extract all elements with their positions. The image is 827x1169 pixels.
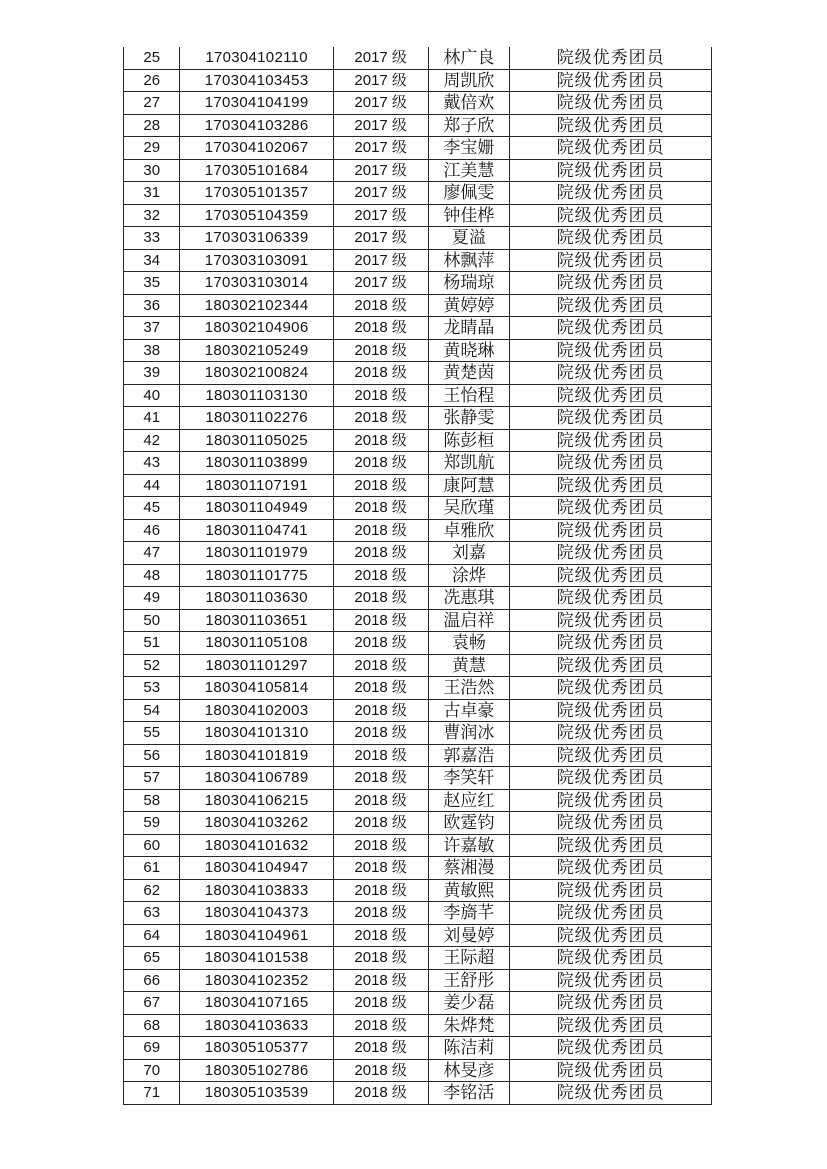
cell-grade: 2018 级	[333, 407, 428, 430]
cell-no: 33	[124, 227, 180, 250]
cell-no: 52	[124, 654, 180, 677]
cell-student_id: 180301103130	[180, 384, 333, 407]
cell-name: 康阿慧	[428, 474, 510, 497]
cell-student_id: 180304101310	[180, 722, 333, 745]
cell-name: 李旖芊	[428, 902, 510, 925]
cell-no: 57	[124, 767, 180, 790]
cell-name: 陈洁莉	[428, 1037, 510, 1060]
cell-no: 35	[124, 272, 180, 295]
table-row	[124, 722, 712, 745]
cell-name: 李宝姗	[428, 137, 510, 160]
cell-no: 44	[124, 474, 180, 497]
cell-student_id: 180305105377	[180, 1037, 333, 1060]
cell-award: 院级优秀团员	[510, 789, 712, 812]
cell-student_id: 170303103014	[180, 272, 333, 295]
cell-award: 院级优秀团员	[510, 564, 712, 587]
cell-student_id: 180304107165	[180, 992, 333, 1015]
cell-grade: 2018 级	[333, 632, 428, 655]
cell-student_id: 180301103630	[180, 587, 333, 610]
cell-student_id: 170304104199	[180, 92, 333, 115]
cell-award: 院级优秀团员	[510, 699, 712, 722]
cell-no: 45	[124, 497, 180, 520]
cell-name: 温启祥	[428, 609, 510, 632]
cell-no: 66	[124, 969, 180, 992]
cell-grade: 2018 级	[333, 834, 428, 857]
table-row	[124, 92, 712, 115]
cell-no: 40	[124, 384, 180, 407]
cell-no: 42	[124, 429, 180, 452]
cell-award: 院级优秀团员	[510, 947, 712, 970]
cell-name: 廖佩雯	[428, 182, 510, 205]
table-row	[124, 362, 712, 385]
cell-grade: 2018 级	[333, 587, 428, 610]
cell-award: 院级优秀团员	[510, 272, 712, 295]
cell-award: 院级优秀团员	[510, 317, 712, 340]
cell-name: 夏溢	[428, 227, 510, 250]
cell-name: 李笑轩	[428, 767, 510, 790]
cell-award: 院级优秀团员	[510, 1014, 712, 1037]
cell-name: 黄婷婷	[428, 294, 510, 317]
cell-grade: 2017 级	[333, 204, 428, 227]
cell-name: 王舒彤	[428, 969, 510, 992]
table-row	[124, 992, 712, 1015]
cell-student_id: 180304105814	[180, 677, 333, 700]
cell-no: 68	[124, 1014, 180, 1037]
cell-student_id: 180305102786	[180, 1059, 333, 1082]
cell-grade: 2018 级	[333, 744, 428, 767]
cell-grade: 2018 级	[333, 677, 428, 700]
cell-student_id: 180304104947	[180, 857, 333, 880]
cell-name: 冼惠琪	[428, 587, 510, 610]
cell-student_id: 180304102352	[180, 969, 333, 992]
cell-grade: 2018 级	[333, 564, 428, 587]
cell-grade: 2018 级	[333, 699, 428, 722]
cell-award: 院级优秀团员	[510, 384, 712, 407]
table-row	[124, 632, 712, 655]
cell-name: 蔡湘漫	[428, 857, 510, 880]
cell-grade: 2018 级	[333, 902, 428, 925]
cell-name: 林广良	[428, 47, 510, 69]
cell-student_id: 180301101297	[180, 654, 333, 677]
cell-no: 41	[124, 407, 180, 430]
cell-award: 院级优秀团员	[510, 339, 712, 362]
cell-student_id: 170304103286	[180, 114, 333, 137]
table-row	[124, 69, 712, 92]
table-row	[124, 452, 712, 475]
cell-grade: 2018 级	[333, 519, 428, 542]
cell-no: 34	[124, 249, 180, 272]
cell-student_id: 180301107191	[180, 474, 333, 497]
cell-name: 欧霆钧	[428, 812, 510, 835]
table-row	[124, 1037, 712, 1060]
cell-grade: 2018 级	[333, 362, 428, 385]
cell-award: 院级优秀团员	[510, 767, 712, 790]
cell-award: 院级优秀团员	[510, 69, 712, 92]
table-row	[124, 947, 712, 970]
cell-name: 黄楚茵	[428, 362, 510, 385]
cell-award: 院级优秀团员	[510, 227, 712, 250]
cell-student_id: 180301103899	[180, 452, 333, 475]
cell-no: 70	[124, 1059, 180, 1082]
cell-award: 院级优秀团员	[510, 159, 712, 182]
cell-name: 郑子欣	[428, 114, 510, 137]
cell-student_id: 170304103453	[180, 69, 333, 92]
cell-student_id: 170303103091	[180, 249, 333, 272]
table-row	[124, 114, 712, 137]
table-row	[124, 879, 712, 902]
cell-name: 朱烨梵	[428, 1014, 510, 1037]
cell-name: 黄敏熙	[428, 879, 510, 902]
cell-award: 院级优秀团员	[510, 249, 712, 272]
cell-name: 吴欣瑾	[428, 497, 510, 520]
cell-no: 58	[124, 789, 180, 812]
cell-no: 50	[124, 609, 180, 632]
cell-no: 64	[124, 924, 180, 947]
cell-name: 郭嘉浩	[428, 744, 510, 767]
cell-name: 李铭活	[428, 1082, 510, 1105]
cell-name: 赵应红	[428, 789, 510, 812]
table-row	[124, 564, 712, 587]
table-row	[124, 767, 712, 790]
cell-name: 江美慧	[428, 159, 510, 182]
cell-award: 院级优秀团员	[510, 542, 712, 565]
table-row	[124, 182, 712, 205]
cell-no: 37	[124, 317, 180, 340]
cell-name: 杨瑞琼	[428, 272, 510, 295]
cell-student_id: 180302100824	[180, 362, 333, 385]
cell-name: 郑凯航	[428, 452, 510, 475]
cell-award: 院级优秀团员	[510, 362, 712, 385]
cell-grade: 2018 级	[333, 384, 428, 407]
cell-no: 71	[124, 1082, 180, 1105]
cell-grade: 2017 级	[333, 92, 428, 115]
cell-no: 43	[124, 452, 180, 475]
cell-award: 院级优秀团员	[510, 92, 712, 115]
cell-grade: 2017 级	[333, 159, 428, 182]
cell-name: 古卓豪	[428, 699, 510, 722]
cell-grade: 2018 级	[333, 474, 428, 497]
cell-student_id: 180304104961	[180, 924, 333, 947]
table-row	[124, 47, 712, 69]
cell-name: 许嘉敏	[428, 834, 510, 857]
cell-student_id: 180304103262	[180, 812, 333, 835]
cell-student_id: 180304106215	[180, 789, 333, 812]
cell-no: 46	[124, 519, 180, 542]
table-row	[124, 227, 712, 250]
cell-no: 47	[124, 542, 180, 565]
table-row	[124, 272, 712, 295]
cell-grade: 2018 级	[333, 1014, 428, 1037]
roster-table-body	[124, 47, 712, 1104]
cell-student_id: 170304102110	[180, 47, 333, 69]
table-row	[124, 429, 712, 452]
cell-no: 30	[124, 159, 180, 182]
table-row	[124, 384, 712, 407]
cell-award: 院级优秀团员	[510, 114, 712, 137]
table-row	[124, 519, 712, 542]
cell-award: 院级优秀团员	[510, 204, 712, 227]
cell-grade: 2018 级	[333, 992, 428, 1015]
cell-student_id: 180302105249	[180, 339, 333, 362]
cell-grade: 2018 级	[333, 429, 428, 452]
cell-student_id: 180301105108	[180, 632, 333, 655]
cell-no: 60	[124, 834, 180, 857]
table-row	[124, 677, 712, 700]
cell-grade: 2018 级	[333, 1037, 428, 1060]
cell-award: 院级优秀团员	[510, 497, 712, 520]
cell-no: 63	[124, 902, 180, 925]
cell-no: 28	[124, 114, 180, 137]
table-row	[124, 497, 712, 520]
cell-name: 刘曼婷	[428, 924, 510, 947]
cell-student_id: 180301102276	[180, 407, 333, 430]
cell-student_id: 180301101775	[180, 564, 333, 587]
cell-student_id: 180304103833	[180, 879, 333, 902]
cell-no: 69	[124, 1037, 180, 1060]
cell-name: 王怡程	[428, 384, 510, 407]
cell-no: 48	[124, 564, 180, 587]
cell-name: 涂烨	[428, 564, 510, 587]
cell-name: 刘嘉	[428, 542, 510, 565]
cell-student_id: 180304104373	[180, 902, 333, 925]
cell-no: 38	[124, 339, 180, 362]
cell-grade: 2018 级	[333, 879, 428, 902]
cell-student_id: 180305103539	[180, 1082, 333, 1105]
cell-no: 62	[124, 879, 180, 902]
cell-grade: 2018 级	[333, 969, 428, 992]
table-row	[124, 1082, 712, 1105]
table-row	[124, 812, 712, 835]
cell-no: 61	[124, 857, 180, 880]
cell-award: 院级优秀团员	[510, 902, 712, 925]
cell-award: 院级优秀团员	[510, 1037, 712, 1060]
cell-award: 院级优秀团员	[510, 857, 712, 880]
cell-grade: 2017 级	[333, 272, 428, 295]
cell-award: 院级优秀团员	[510, 879, 712, 902]
table-row	[124, 1059, 712, 1082]
cell-student_id: 180304101819	[180, 744, 333, 767]
cell-student_id: 170303106339	[180, 227, 333, 250]
cell-grade: 2018 级	[333, 767, 428, 790]
cell-name: 戴倍欢	[428, 92, 510, 115]
cell-grade: 2018 级	[333, 857, 428, 880]
cell-grade: 2018 级	[333, 812, 428, 835]
cell-award: 院级优秀团员	[510, 1059, 712, 1082]
table-row	[124, 474, 712, 497]
table-row	[124, 902, 712, 925]
cell-grade: 2017 级	[333, 69, 428, 92]
cell-student_id: 180304101538	[180, 947, 333, 970]
cell-name: 曹润冰	[428, 722, 510, 745]
cell-grade: 2018 级	[333, 294, 428, 317]
cell-grade: 2017 级	[333, 182, 428, 205]
table-row	[124, 654, 712, 677]
cell-award: 院级优秀团员	[510, 137, 712, 160]
cell-no: 32	[124, 204, 180, 227]
table-row	[124, 249, 712, 272]
table-row	[124, 744, 712, 767]
cell-name: 卓雅欣	[428, 519, 510, 542]
cell-grade: 2018 级	[333, 542, 428, 565]
cell-grade: 2018 级	[333, 339, 428, 362]
cell-name: 林旻彦	[428, 1059, 510, 1082]
cell-student_id: 180301101979	[180, 542, 333, 565]
cell-grade: 2018 级	[333, 1059, 428, 1082]
cell-student_id: 180304106789	[180, 767, 333, 790]
cell-grade: 2018 级	[333, 452, 428, 475]
cell-award: 院级优秀团员	[510, 609, 712, 632]
cell-student_id: 180301105025	[180, 429, 333, 452]
cell-name: 林飘萍	[428, 249, 510, 272]
cell-award: 院级优秀团员	[510, 1082, 712, 1105]
cell-no: 31	[124, 182, 180, 205]
cell-grade: 2018 级	[333, 722, 428, 745]
cell-name: 黄慧	[428, 654, 510, 677]
table-row	[124, 204, 712, 227]
table-row	[124, 137, 712, 160]
roster-table	[123, 47, 712, 1105]
cell-no: 65	[124, 947, 180, 970]
table-row	[124, 609, 712, 632]
table-row	[124, 857, 712, 880]
cell-award: 院级优秀团员	[510, 407, 712, 430]
cell-student_id: 180301103651	[180, 609, 333, 632]
cell-grade: 2018 级	[333, 609, 428, 632]
cell-student_id: 180301104949	[180, 497, 333, 520]
cell-grade: 2017 级	[333, 249, 428, 272]
cell-award: 院级优秀团员	[510, 812, 712, 835]
cell-student_id: 170304102067	[180, 137, 333, 160]
cell-name: 龙睛晶	[428, 317, 510, 340]
cell-award: 院级优秀团员	[510, 744, 712, 767]
cell-student_id: 180301104741	[180, 519, 333, 542]
cell-grade: 2018 级	[333, 317, 428, 340]
cell-no: 36	[124, 294, 180, 317]
cell-student_id: 170305104359	[180, 204, 333, 227]
cell-award: 院级优秀团员	[510, 587, 712, 610]
cell-no: 26	[124, 69, 180, 92]
table-row	[124, 294, 712, 317]
cell-award: 院级优秀团员	[510, 474, 712, 497]
table-row	[124, 317, 712, 340]
cell-student_id: 180302102344	[180, 294, 333, 317]
cell-student_id: 170305101357	[180, 182, 333, 205]
cell-name: 袁畅	[428, 632, 510, 655]
cell-award: 院级优秀团员	[510, 924, 712, 947]
cell-name: 黄晓琳	[428, 339, 510, 362]
cell-award: 院级优秀团员	[510, 47, 712, 69]
table-row	[124, 1014, 712, 1037]
cell-grade: 2018 级	[333, 497, 428, 520]
cell-award: 院级优秀团员	[510, 677, 712, 700]
cell-award: 院级优秀团员	[510, 519, 712, 542]
cell-no: 55	[124, 722, 180, 745]
cell-student_id: 170305101684	[180, 159, 333, 182]
table-row	[124, 699, 712, 722]
cell-no: 39	[124, 362, 180, 385]
cell-award: 院级优秀团员	[510, 722, 712, 745]
cell-grade: 2018 级	[333, 924, 428, 947]
cell-student_id: 180304103633	[180, 1014, 333, 1037]
cell-award: 院级优秀团员	[510, 632, 712, 655]
table-row	[124, 407, 712, 430]
cell-no: 67	[124, 992, 180, 1015]
table-row	[124, 924, 712, 947]
cell-no: 49	[124, 587, 180, 610]
cell-no: 25	[124, 47, 180, 69]
cell-award: 院级优秀团员	[510, 969, 712, 992]
cell-no: 29	[124, 137, 180, 160]
cell-name: 王际超	[428, 947, 510, 970]
table-row	[124, 834, 712, 857]
cell-name: 钟佳桦	[428, 204, 510, 227]
cell-name: 陈彭桓	[428, 429, 510, 452]
cell-award: 院级优秀团员	[510, 834, 712, 857]
cell-no: 56	[124, 744, 180, 767]
cell-student_id: 180302104906	[180, 317, 333, 340]
cell-award: 院级优秀团员	[510, 452, 712, 475]
cell-award: 院级优秀团员	[510, 654, 712, 677]
cell-award: 院级优秀团员	[510, 429, 712, 452]
cell-student_id: 180304101632	[180, 834, 333, 857]
cell-student_id: 180304102003	[180, 699, 333, 722]
cell-grade: 2017 级	[333, 114, 428, 137]
cell-award: 院级优秀团员	[510, 294, 712, 317]
cell-grade: 2018 级	[333, 654, 428, 677]
table-row	[124, 587, 712, 610]
cell-name: 张静雯	[428, 407, 510, 430]
cell-no: 51	[124, 632, 180, 655]
cell-award: 院级优秀团员	[510, 992, 712, 1015]
cell-grade: 2017 级	[333, 137, 428, 160]
table-row	[124, 969, 712, 992]
table-row	[124, 789, 712, 812]
cell-grade: 2017 级	[333, 47, 428, 69]
table-row	[124, 542, 712, 565]
cell-name: 周凯欣	[428, 69, 510, 92]
cell-no: 27	[124, 92, 180, 115]
table-row	[124, 339, 712, 362]
cell-grade: 2018 级	[333, 789, 428, 812]
cell-no: 59	[124, 812, 180, 835]
cell-name: 王浩然	[428, 677, 510, 700]
cell-no: 53	[124, 677, 180, 700]
cell-grade: 2018 级	[333, 947, 428, 970]
cell-grade: 2017 级	[333, 227, 428, 250]
cell-no: 54	[124, 699, 180, 722]
cell-award: 院级优秀团员	[510, 182, 712, 205]
table-row	[124, 159, 712, 182]
cell-grade: 2018 级	[333, 1082, 428, 1105]
cell-name: 姜少磊	[428, 992, 510, 1015]
